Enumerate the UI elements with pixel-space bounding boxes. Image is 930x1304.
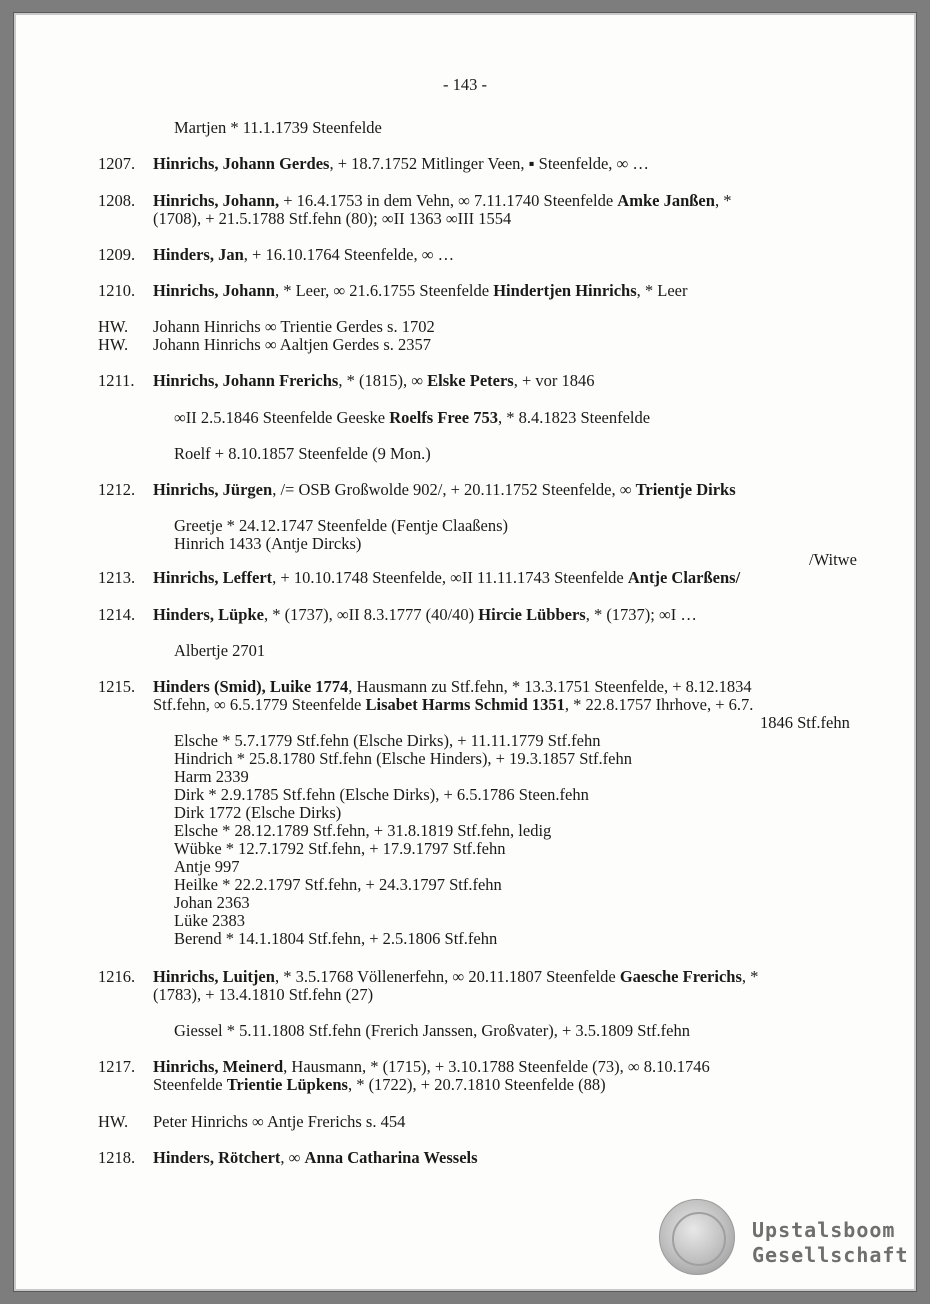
entry-line: Dirk 1772 (Elsche Dirks) (174, 803, 342, 822)
entry-number: HW. (98, 317, 129, 336)
name-text: Hinrichs, Meinerd (153, 1057, 284, 1076)
name-text: Trientje Dirks (635, 480, 736, 499)
entry-text: , + 18.7.1752 Mitlinger Veen, ▪ Steenfelde, ∞ … (329, 154, 649, 173)
entry-number: 1213. (98, 568, 136, 587)
entry-text: Stf.fehn, ∞ 6.5.1779 Steenfelde (153, 695, 366, 714)
entry-line: Johann Hinrichs ∞ Aaltjen Gerdes s. 2357 (153, 335, 432, 354)
entry-line: /Witwe (809, 550, 857, 569)
name-text: Roelfs Free 753 (389, 408, 498, 427)
name-text: Hinrichs, Johann Frerichs (153, 371, 339, 390)
entry-number: 1216. (98, 967, 136, 986)
entry-line: Berend * 14.1.1804 Stf.fehn, + 2.5.1806 Stf.fehn (174, 929, 498, 948)
entry-line (153, 569, 740, 587)
entry-line: Dirk * 2.9.1785 Stf.fehn (Elsche Dirks), + 6.5.1786 Steen.fehn (174, 785, 589, 804)
entry-line (153, 678, 752, 696)
entry-line (153, 192, 731, 210)
entry-line: Roelf + 8.10.1857 Steenfelde (9 Mon.) (174, 444, 431, 463)
name-text: Hinrichs, Johann, (153, 191, 280, 210)
entry-line: Hindrich * 25.8.1780 Stf.fehn (Elsche Hinders), + 19.3.1857 Stf.fehn (174, 749, 632, 768)
name-text: Hindertjen Hinrichs (493, 281, 637, 300)
name-text: Hinders (Smid), Luike 1774 (153, 677, 349, 696)
name-text: Hinders, Lüpke (153, 605, 264, 624)
name-text: Elske Peters (427, 371, 514, 390)
entry-number: 1208. (98, 191, 136, 210)
entry-line: 1846 Stf.fehn (760, 713, 850, 732)
entry-text: , * Leer (636, 281, 688, 300)
entry-line (153, 372, 595, 390)
entry-line (153, 1058, 710, 1076)
entry-line (153, 1149, 478, 1167)
entry-number: 1212. (98, 480, 136, 499)
document-page (14, 13, 916, 1291)
entry-line (153, 696, 753, 714)
entry-line: Elsche * 28.12.1789 Stf.fehn, + 31.8.1819 Stf.fehn, ledig (174, 821, 552, 840)
entry-text: , + 10.10.1748 Steenfelde, ∞II 11.11.1743 Steenfelde (272, 568, 628, 587)
name-text: Gaesche Frerichs (619, 967, 742, 986)
entry-number: 1217. (98, 1057, 136, 1076)
entry-text: , * 22.8.1757 Ihrhove, + 6.7. (564, 695, 754, 714)
entry-number: 1214. (98, 605, 136, 624)
entry-line: Lüke 2383 (174, 911, 246, 930)
entry-number: 1218. (98, 1148, 136, 1167)
name-text: Hinders, Rötchert (153, 1148, 281, 1167)
name-text: Hinrichs, Leffert (153, 568, 273, 587)
entry-line (153, 246, 454, 264)
entry-line: Peter Hinrichs ∞ Antje Frerichs s. 454 (153, 1112, 406, 1131)
entry-line: Johann Hinrichs ∞ Trientie Gerdes s. 1702 (153, 317, 435, 336)
entry-text: , * (714, 191, 732, 210)
name-text: Trientie Lüpkens (226, 1075, 348, 1094)
entry-line (153, 282, 688, 300)
entry-line: Elsche * 5.7.1779 Stf.fehn (Elsche Dirks), + 11.11.1779 Stf.fehn (174, 731, 601, 750)
entry-text: Steenfelde (153, 1075, 227, 1094)
entry-number: HW. (98, 1112, 129, 1131)
entry-line: Harm 2339 (174, 767, 249, 786)
entry-text: , + vor 1846 (513, 371, 595, 390)
entry-text: , /= OSB Großwolde 902/, + 20.11.1752 Steenfelde, ∞ (272, 480, 636, 499)
entry-line (153, 968, 758, 986)
name-text: Hinrichs, Johann (153, 281, 275, 300)
entry-line: Greetje * 24.12.1747 Steenfelde (Fentje Claaßens) (174, 516, 509, 535)
entry-line: Martjen * 11.1.1739 Steenfelde (174, 118, 382, 137)
entry-line: Heilke * 22.2.1797 Stf.fehn, + 24.3.1797 Stf.fehn (174, 875, 502, 894)
entry-text: , ∞ (280, 1148, 305, 1167)
entry-text: , Hausmann zu Stf.fehn, * 13.3.1751 Steenfelde, + 8.12.1834 (348, 677, 752, 696)
entry-text: , * (1722), + 20.7.1810 Steenfelde (88) (347, 1075, 606, 1094)
entry-line: (1783), + 13.4.1810 Stf.fehn (27) (153, 985, 374, 1004)
entry-number: HW. (98, 335, 129, 354)
entry-line: Wübke * 12.7.1792 Stf.fehn, + 17.9.1797 Stf.fehn (174, 839, 506, 858)
entry-text: , + 16.10.1764 Steenfelde, ∞ … (243, 245, 455, 264)
name-text: Hinrichs, Jürgen (153, 480, 273, 499)
name-text: Lisabet Harms Schmid 1351 (365, 695, 565, 714)
entry-number: 1210. (98, 281, 136, 300)
entry-line: Antje 997 (174, 857, 240, 876)
entry-number: 1209. (98, 245, 136, 264)
entry-text: , * (1815), ∞ (338, 371, 428, 390)
entry-line: (1708), + 21.5.1788 Stf.fehn (80); ∞II 1363 ∞III 1554 (153, 209, 512, 228)
entry-line (153, 481, 736, 499)
entry-text: ∞II 2.5.1846 Steenfelde Geeske (174, 408, 390, 427)
brand-name-line2: Gesellschaft (752, 1243, 909, 1267)
entry-line: Hinrich 1433 (Antje Dircks) (174, 534, 362, 553)
entry-number: 1207. (98, 154, 136, 173)
entry-number: 1211. (98, 371, 135, 390)
entry-line: Giessel * 5.11.1808 Stf.fehn (Frerich Janssen, Großvater), + 3.5.1809 Stf.fehn (174, 1021, 690, 1040)
entry-number: 1215. (98, 677, 136, 696)
entry-line (153, 1076, 606, 1094)
entry-line: Johan 2363 (174, 893, 250, 912)
entry-line (153, 606, 697, 624)
brand-name-line1: Upstalsboom (752, 1218, 896, 1242)
entry-text: , * 3.5.1768 Völlenerfehn, ∞ 20.11.1807 Steenfelde (274, 967, 620, 986)
page-number: - 143 - (443, 75, 487, 94)
name-text: Hinrichs, Johann Gerdes (153, 154, 330, 173)
name-text: Hircie Lübbers (478, 605, 586, 624)
entry-text: , * (741, 967, 759, 986)
entry-line: Albertje 2701 (174, 641, 266, 660)
entry-text: , * 8.4.1823 Steenfelde (497, 408, 651, 427)
name-text: Hinrichs, Luitjen (153, 967, 275, 986)
entry-text: , * (1737), ∞II 8.3.1777 (40/40) (263, 605, 479, 624)
society-seal-icon (659, 1199, 735, 1275)
entry-line (153, 155, 649, 173)
name-text: Amke Janßen (617, 191, 715, 210)
name-text: Antje Clarßens/ (627, 568, 741, 587)
name-text: Anna Catharina Wessels (304, 1148, 478, 1167)
entry-line (174, 409, 650, 427)
name-text: Hinders, Jan (153, 245, 244, 264)
entry-text: , * (1737); ∞I … (585, 605, 697, 624)
entry-text: , Hausmann, * (1715), + 3.10.1788 Steenfelde (73), ∞ 8.10.1746 (283, 1057, 710, 1076)
entry-text: , * Leer, ∞ 21.6.1755 Steenfelde (274, 281, 494, 300)
entry-text: + 16.4.1753 in dem Vehn, ∞ 7.11.1740 Steenfelde (279, 191, 618, 210)
